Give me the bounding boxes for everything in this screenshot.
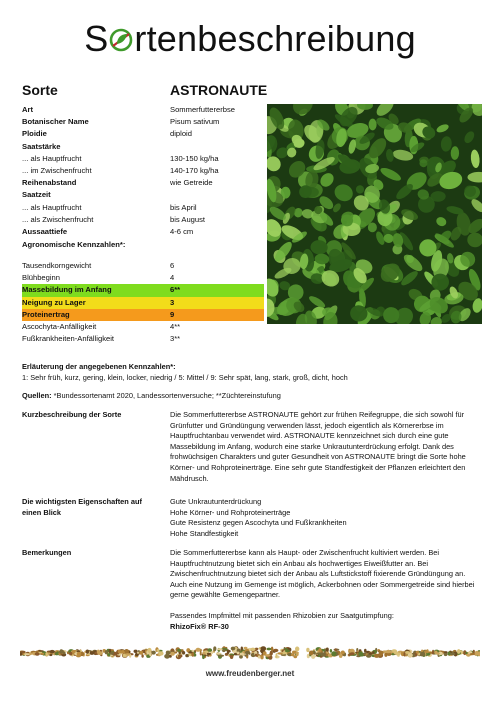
agro-table (22, 260, 264, 345)
agro-value: 4** (170, 321, 181, 331)
pea-field-photo (267, 104, 482, 324)
legend-heading: Erläuterung der angegebenen Kennzahlen*: (22, 362, 176, 371)
spec-key: ... im Zwischenfrucht (22, 165, 92, 175)
agro-value: 3 (170, 297, 175, 307)
description-text: Die Sommerfuttererbse ASTRONAUTE gehört zur frühen Reifegruppe, die sich sowohl für Grünfutter und Gründüngung verwenden lässt, jedoch eigentlich als Körnererbse im Hauptfruchtanbau verwendet wird. ASTRONAUTE kennzeichnet sich durch eine gute Massebildung im Anfang, wodurch eine starke Unkrautunterdrückung erfolgt. Dank des frohwüchsigen Charakters und guter Gesundheit von ASTRONAUTE bringt die Sorte hohe Körner- und Rohproteinerträge. Eine sehr gute Standfestigkeit der Pflanzen erleichtert den Mähdrusch. (170, 410, 466, 483)
agro-value: 4 (170, 273, 175, 283)
variety-header (22, 82, 482, 98)
remarks-label: Bemerkungen (22, 548, 72, 557)
variety-name: ASTRONAUTE (170, 82, 268, 98)
agro-key: Tausendkorngewicht (22, 261, 92, 270)
feature-item: Gute Unkrautunterdrückung (170, 497, 262, 506)
sources-section (22, 391, 482, 402)
sources-label: Quellen: (22, 391, 52, 400)
spec-key: Saatstärke (22, 141, 61, 151)
agro-value: 6 (170, 261, 175, 270)
spec-value: 4-6 cm (170, 226, 194, 236)
spec-row (22, 116, 272, 128)
feature-item: Hohe Körner- und Rohproteinerträge (170, 507, 291, 517)
agro-key: Proteinertrag (22, 309, 70, 319)
spec-row (22, 214, 272, 226)
spec-key: Ploidie (22, 129, 47, 139)
remarks-body (170, 548, 482, 632)
agro-row (22, 309, 264, 321)
agro-row (22, 260, 264, 272)
spec-key: Art (22, 105, 33, 114)
spec-row (22, 165, 272, 177)
feature-item: Gute Resistenz gegen Ascochyta und Fußkrankheiten (170, 518, 347, 528)
logo-text-start: S (84, 18, 109, 59)
spec-row (22, 177, 272, 189)
spec-row (22, 128, 272, 140)
spec-value: Sommerfuttererbse (170, 105, 235, 114)
agro-key: Ascochyta-Anfälligkeit (22, 321, 97, 331)
spec-key: ... als Hauptfrucht (22, 202, 82, 212)
features-list (170, 497, 482, 539)
variety-label: Sorte (22, 82, 58, 98)
agro-value: 6** (170, 285, 181, 295)
agro-row (22, 333, 264, 345)
spec-row (22, 141, 272, 153)
logo-text-end: rtenbeschreibung (134, 18, 416, 59)
logo (0, 18, 500, 60)
agro-row (22, 272, 264, 284)
sources-text: *Bundessortenamt 2020, Landessortenversuche; **Züchtereinstufung (53, 391, 281, 400)
spec-row (22, 153, 272, 165)
leaf-circle-icon (109, 19, 133, 43)
inoculant-product: RhizoFix® RF-30 (170, 621, 229, 631)
website-url[interactable]: www.freudenberger.net (205, 669, 295, 678)
spec-row (22, 226, 272, 238)
spec-row (22, 202, 272, 214)
spec-value: Pisum sativum (170, 117, 220, 127)
spec-key: Saatzeit (22, 190, 51, 200)
spec-key: Botanischer Name (22, 117, 89, 127)
agro-value: 9 (170, 309, 175, 319)
agro-key: Neigung zu Lager (22, 297, 86, 307)
spec-key: Reihenabstand (22, 178, 77, 188)
remarks-text: Die Sommerfuttererbse kann als Haupt- oder Zwischenfrucht kultiviert werden. Bei Hauptfruchtnutzung bietet sich ein Anbau als hochwertiges Eiweißfutter an. Bei Zwischenfruchtnutzung bietet sich der Anbau als Luftstickstoff fixierende Gründüngung an. Auch eine Nutzung im Gemenge ist möglich, Ackerbohnen oder Sommergetreide sind hierbei gerne gewählte Gemengepartner. (170, 548, 475, 600)
spec-table (22, 104, 272, 238)
agro-row (22, 297, 264, 309)
agro-heading: Agronomische Kennzahlen*: (22, 240, 126, 249)
spec-value: 130-150 kg/ha (170, 153, 219, 163)
description-label: Kurzbeschreibung der Sorte (22, 410, 122, 419)
spec-key: ... als Hauptfrucht (22, 153, 82, 163)
spec-value: diploid (170, 129, 192, 139)
feature-item: Hohe Standfestigkeit (170, 528, 239, 538)
agro-key: Massebildung im Anfang (22, 285, 112, 295)
spec-key: ... als Zwischenfrucht (22, 214, 94, 224)
spec-value: bis August (170, 214, 206, 224)
legend-text: 1: Sehr früh, kurz, gering, klein, locker, niedrig / 5: Mittel / 9: Sehr spät, lang, stark, groß, dicht, hoch (22, 372, 348, 382)
agro-value: 3** (170, 334, 181, 344)
agro-row (22, 284, 264, 296)
inoculant-text: Passendes Impfmittel mit passenden Rhizobien zur Saatgutimpfung: (170, 610, 394, 620)
spec-value: bis April (170, 202, 197, 212)
spec-row (22, 104, 272, 116)
agro-row (22, 321, 264, 333)
spec-key: Aussaattiefe (22, 226, 68, 236)
legend-section (22, 362, 482, 383)
agro-key: Blühbeginn (22, 273, 61, 283)
spec-row (22, 189, 272, 201)
spec-value: 140-170 kg/ha (170, 165, 219, 175)
spec-value: wie Getreide (170, 178, 213, 188)
features-label: Die wichtigsten Eigenschaften auf einen Blick (22, 497, 142, 517)
seed-strip-image (20, 644, 480, 662)
agro-key: Fußkrankheiten-Anfälligkeit (22, 334, 115, 344)
